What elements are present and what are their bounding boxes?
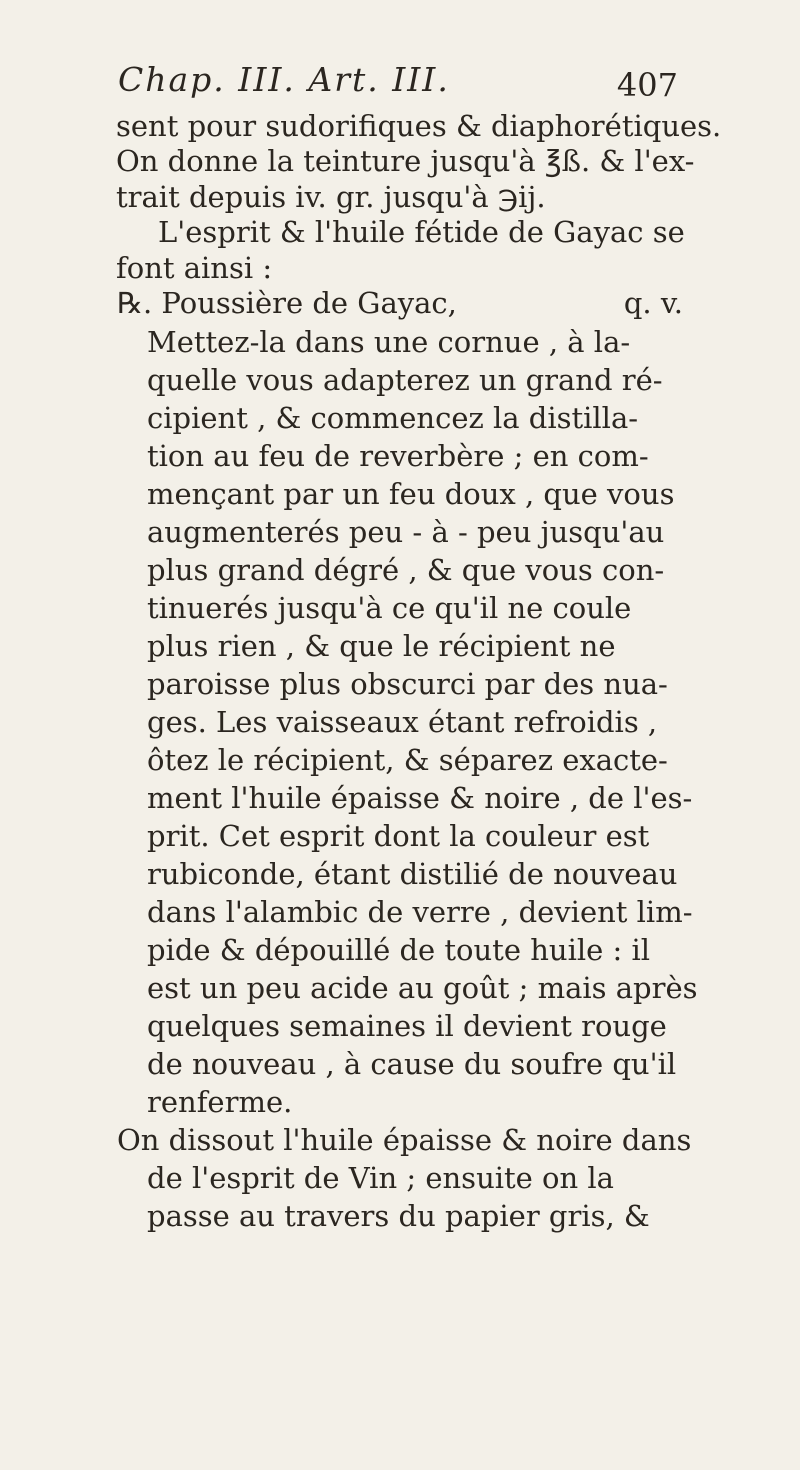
text-line: augmenterés peu - à - peu jusqu'au bbox=[147, 515, 665, 549]
text-line: rubiconde, étant distilié de nouveau bbox=[147, 857, 678, 891]
text-line: On donne la teinture jusqu'à ℥ß. & l'ex- bbox=[116, 144, 695, 178]
text-line: quelle vous adapterez un grand ré- bbox=[147, 363, 663, 397]
text-line: de l'esprit de Vin ; ensuite on la bbox=[147, 1161, 614, 1195]
text-line: quelques semaines il devient rouge bbox=[147, 1009, 667, 1043]
text-line: prit. Cet esprit dont la couleur est bbox=[147, 819, 650, 853]
text-line: On dissout l'huile épaisse & noire dans bbox=[117, 1123, 692, 1157]
text-line: sent pour sudorifiques & diaphorétiques. bbox=[116, 109, 722, 143]
recipe-line bbox=[117, 285, 683, 325]
text-line: plus rien , & que le récipient ne bbox=[147, 629, 616, 663]
text-line: trait depuis iv. gr. jusqu'à ℈ij. bbox=[116, 180, 546, 214]
text-line: ment l'huile épaisse & noire , de l'es- bbox=[147, 781, 693, 815]
text-line: paroisse plus obscurci par des nua- bbox=[147, 667, 668, 701]
recipe-ingredient: ℞. Poussière de Gayac, bbox=[117, 286, 457, 320]
text-line: tinuerés jusqu'à ce qu'il ne coule bbox=[147, 591, 632, 625]
recipe-quantity: q. v. bbox=[623, 286, 683, 320]
page-number: 407 bbox=[616, 66, 678, 104]
text-line: Mettez-la dans une cornue , à la- bbox=[147, 325, 631, 359]
text-line: de nouveau , à cause du soufre qu'il bbox=[147, 1047, 677, 1081]
text-line: ôtez le récipient, & séparez exacte- bbox=[147, 743, 668, 777]
text-line: plus grand dégré , & que vous con- bbox=[147, 553, 665, 587]
text-line: mençant par un feu doux , que vous bbox=[147, 477, 675, 511]
text-line: est un peu acide au goût ; mais après bbox=[147, 971, 698, 1005]
page-header bbox=[118, 60, 678, 104]
text-line: ges. Les vaisseaux étant refroidis , bbox=[147, 705, 658, 739]
text-line: passe au travers du papier gris, & bbox=[147, 1199, 650, 1233]
text-line: dans l'alambic de verre , devient lim- bbox=[147, 895, 693, 929]
text-line: L'esprit & l'huile fétide de Gayac se bbox=[158, 215, 685, 249]
text-line: pide & dépouillé de toute huile : il bbox=[147, 933, 651, 967]
text-line: renferme. bbox=[147, 1085, 293, 1119]
running-head: Chap. III. Art. III. bbox=[118, 60, 450, 99]
text-line: cipient , & commencez la distilla- bbox=[147, 401, 639, 435]
text-line: tion au feu de reverbère ; en com- bbox=[147, 439, 649, 473]
text-line: font ainsi : bbox=[116, 251, 273, 285]
